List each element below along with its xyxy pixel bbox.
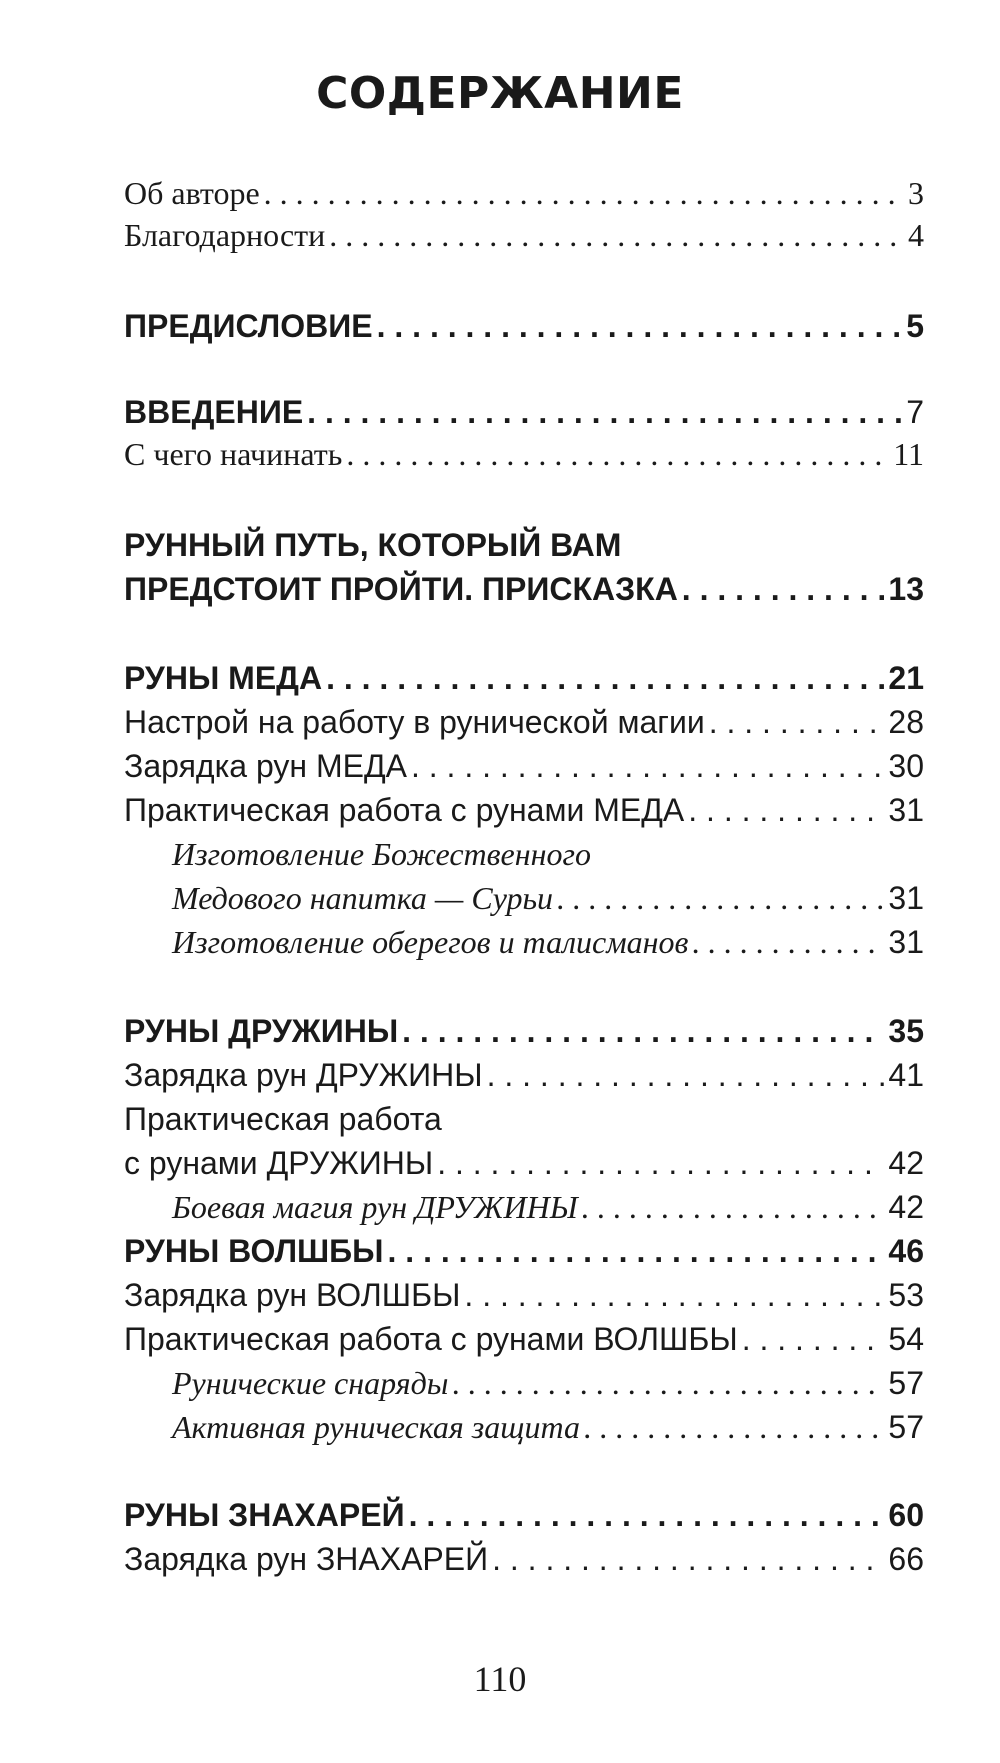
leader-dots — [742, 1317, 885, 1361]
leader-dots — [709, 700, 885, 744]
toc-entry-title: РУНЫ ДРУЖИНЫ — [124, 1013, 399, 1049]
toc-entry-page: 11 — [893, 436, 924, 472]
leader-dots — [437, 1141, 884, 1185]
leader-dots — [682, 567, 885, 611]
toc-entry-page: 4 — [908, 217, 924, 253]
page-number: 110 — [473, 1659, 527, 1699]
leader-dots — [584, 1405, 884, 1449]
toc-entry-page: 35 — [888, 1013, 924, 1049]
toc-entry-page: 53 — [888, 1277, 924, 1313]
toc-entry-acknowledgements — [124, 213, 924, 257]
toc-entry-battle-magic — [172, 1185, 924, 1229]
toc-entry-charging-volshba — [124, 1273, 924, 1317]
page-title: СОДЕРЖАНИЕ — [316, 68, 684, 119]
toc-entry-runes-of-mead — [124, 656, 924, 700]
toc-entry-page: 30 — [888, 748, 924, 784]
toc-entry-practice-druzhina-line1: Практическая работа — [124, 1101, 442, 1137]
toc-entry-page: 5 — [906, 308, 924, 344]
leader-dots — [411, 744, 884, 788]
toc-entry-page: 31 — [888, 792, 924, 828]
leader-dots — [307, 390, 902, 434]
toc-entry-page: 3 — [908, 175, 924, 211]
toc-entry-title: Зарядка рун МЕДА — [124, 748, 407, 784]
toc-entry-where-to-start — [124, 432, 924, 476]
toc-entry-page: 60 — [888, 1497, 924, 1533]
toc-entry-title: С чего начинать — [124, 436, 343, 472]
toc-entry-title: Настрой на работу в рунической магии — [124, 704, 705, 740]
toc-entry-title: РУНЫ МЕДА — [124, 660, 323, 696]
toc-entry-title: РУНЫ ЗНАХАРЕЙ — [124, 1497, 405, 1533]
toc-entry-practice-mead — [124, 788, 924, 832]
toc-entry-title: ПРЕДИСЛОВИЕ — [124, 308, 373, 344]
toc-entry-title: с рунами ДРУЖИНЫ — [124, 1145, 434, 1181]
toc-entry-title: ПРЕДСТОИТ ПРОЙТИ. ПРИСКАЗКА — [124, 571, 678, 607]
toc-entry-title: Зарядка рун ДРУЖИНЫ — [124, 1057, 483, 1093]
toc-entry-runic-projectiles — [172, 1361, 924, 1405]
toc-entry-charging-healers — [124, 1537, 924, 1581]
toc-entry-runes-of-volshba — [124, 1229, 924, 1273]
leader-dots — [452, 1361, 884, 1405]
toc-entry-title: Практическая работа с рунами МЕДА — [124, 792, 685, 828]
leader-dots — [464, 1273, 884, 1317]
toc-entry-page: 13 — [888, 571, 924, 607]
toc-entry-page: 42 — [888, 1189, 924, 1225]
toc-entry-title: Зарядка рун ЗНАХАРЕЙ — [124, 1541, 489, 1577]
toc-entry-page: 41 — [888, 1057, 924, 1093]
leader-dots — [329, 213, 904, 257]
toc-entry-title: Боевая магия рун ДРУЖИНЫ — [172, 1189, 578, 1225]
toc-entry-page: 28 — [888, 704, 924, 740]
toc-entry-title: Активная руническая защита — [172, 1409, 580, 1445]
toc-entry-attunement — [124, 700, 924, 744]
toc-entry-title: Практическая работа с рунами ВОЛШБЫ — [124, 1321, 738, 1357]
toc-entry-runic-path — [124, 567, 924, 611]
leader-dots — [402, 1009, 884, 1053]
toc-entry-practice-volshba — [124, 1317, 924, 1361]
toc-entry-runes-of-druzhina — [124, 1009, 924, 1053]
toc-entry-amulets — [172, 920, 924, 964]
toc-entry-charging-druzhina — [124, 1053, 924, 1097]
toc-entry-title: Изготовление оберегов и талисманов — [172, 924, 689, 960]
toc-entry-page: 46 — [888, 1233, 924, 1269]
toc-entry-preface — [124, 304, 924, 348]
toc-entry-title: Рунические снаряды — [172, 1365, 449, 1401]
leader-dots — [326, 656, 884, 700]
toc-entry-page: 31 — [888, 880, 924, 916]
leader-dots — [582, 1185, 885, 1229]
leader-dots — [388, 1229, 885, 1273]
toc-entry-surya-line1: Изготовление Божественного — [172, 836, 591, 872]
toc-entry-practice-druzhina — [124, 1141, 924, 1185]
toc-entry-page: 21 — [888, 660, 924, 696]
leader-dots — [492, 1537, 884, 1581]
toc-entry-title: Об авторе — [124, 175, 260, 211]
toc-entry-active-protection — [172, 1405, 924, 1449]
toc-entry-runes-of-healers — [124, 1493, 924, 1537]
toc-entry-title: РУНЫ ВОЛШБЫ — [124, 1233, 384, 1269]
toc-entry-about-author — [124, 171, 924, 215]
leader-dots — [487, 1053, 885, 1097]
toc-entry-page: 57 — [888, 1409, 924, 1445]
leader-dots — [377, 304, 903, 348]
leader-dots — [264, 171, 904, 215]
leader-dots — [346, 432, 889, 476]
toc-entry-surya — [172, 876, 924, 920]
leader-dots — [557, 876, 884, 920]
toc-entry-title: Медового напитка — Сурьи — [172, 880, 554, 916]
toc-entry-page: 66 — [888, 1541, 924, 1577]
toc-entry-page: 54 — [888, 1321, 924, 1357]
toc-entry-title: ВВЕДЕНИЕ — [124, 394, 304, 430]
toc-entry-runic-path-line1: РУННЫЙ ПУТЬ, КОТОРЫЙ ВАМ — [124, 527, 622, 563]
toc-entry-page: 31 — [888, 924, 924, 960]
toc-entry-title: Благодарности — [124, 217, 326, 253]
leader-dots — [688, 788, 884, 832]
toc-entry-page: 57 — [888, 1365, 924, 1401]
toc-entry-charging-mead — [124, 744, 924, 788]
toc-entry-page: 42 — [888, 1145, 924, 1181]
toc-entry-introduction — [124, 390, 924, 434]
toc-entry-page: 7 — [906, 394, 924, 430]
leader-dots — [409, 1493, 885, 1537]
toc-entry-title: Зарядка рун ВОЛШБЫ — [124, 1277, 461, 1313]
leader-dots — [692, 920, 884, 964]
